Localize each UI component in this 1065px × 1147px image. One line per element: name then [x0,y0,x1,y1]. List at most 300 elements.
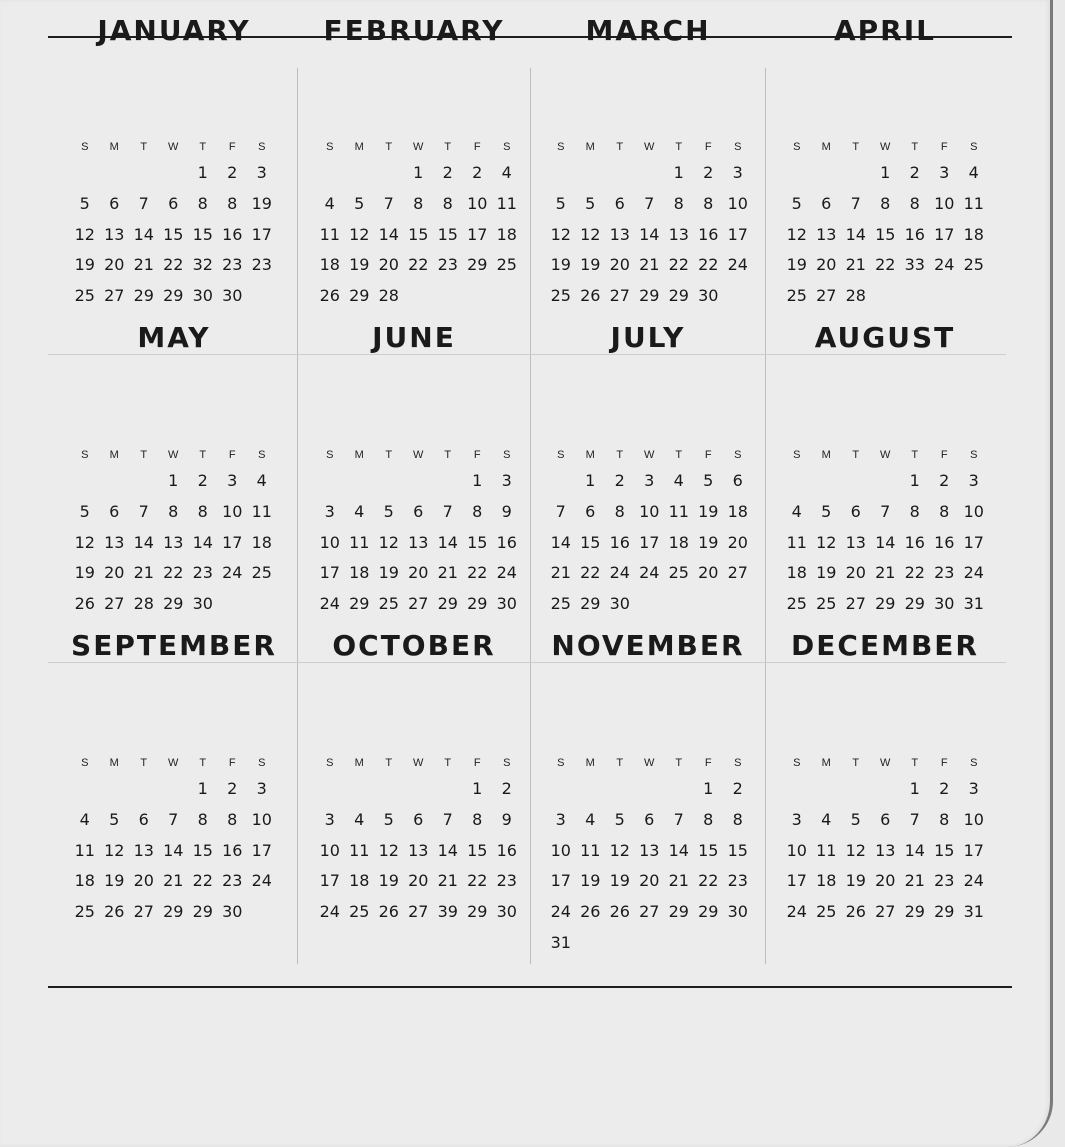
day-cell: 14 [639,224,660,244]
day-cell: 2 [939,779,950,798]
day-cell: 19 [251,193,272,213]
day-cell: 1 [197,779,208,798]
month-grid [546,444,753,620]
weekday-label: W [168,757,179,769]
weekday-label: M [585,757,595,769]
day-cell: 1 [472,471,483,490]
weekday-label: T [616,449,624,461]
day-cell: 2 [501,779,512,798]
weekday-label: M [821,449,831,461]
day-cell: 7 [850,193,861,213]
day-cell [635,158,665,189]
day-cell: 25 [496,255,517,275]
day-cell: 4 [354,501,365,521]
day-cell: 3 [968,779,979,798]
weekday-label: T [444,757,452,769]
day-cell: 15 [467,840,488,860]
day-cell [374,158,404,189]
day-cell: 18 [251,532,272,552]
day-cell: 29 [467,594,488,614]
day-cell: 24 [963,563,984,583]
weekday-label: M [585,449,595,461]
day-cell: 6 [644,809,655,829]
day-cell: 25 [786,286,807,306]
day-cell: 13 [408,840,429,860]
day-cell: 3 [791,809,802,829]
day-cell: 26 [609,902,630,922]
day-cell: 21 [875,563,896,583]
weekday-label: M [354,757,364,769]
column-divider [530,68,531,964]
day-cell: 13 [609,224,630,244]
day-cell: 7 [555,501,566,521]
day-cell: 23 [437,255,458,275]
day-cell: 10 [319,840,340,860]
day-cell: 27 [408,594,429,614]
day-cell: 11 [786,532,807,552]
day-cell: 3 [968,471,979,490]
day-cell: 8 [939,809,950,829]
day-cell: 29 [904,902,925,922]
month-grid [782,136,989,312]
day-cell [841,466,871,497]
day-cell [812,158,842,189]
weekday-label: T [675,449,683,461]
day-cell: 17 [727,224,748,244]
day-cell: 29 [639,286,660,306]
day-cell [404,466,434,497]
day-cell: 17 [319,871,340,891]
day-cell: 18 [349,563,370,583]
day-cell: 10 [963,809,984,829]
day-cell: 30 [727,902,748,922]
day-cell: 6 [413,501,424,521]
day-cell: 7 [442,501,453,521]
day-cell: 25 [349,902,370,922]
day-cell: 39 [437,902,458,922]
day-cell [404,774,434,805]
day-cell: 1 [703,779,714,798]
day-cell: 24 [727,255,748,275]
day-cell: 7 [138,193,149,213]
weekday-label: F [940,757,948,769]
day-cell: 1 [413,163,424,182]
day-cell: 25 [550,594,571,614]
day-cell: 2 [472,163,483,182]
day-cell: 15 [408,224,429,244]
day-cell: 32 [192,255,213,275]
day-cell: 14 [163,840,184,860]
day-cell: 23 [222,871,243,891]
column-divider [297,68,298,964]
weekday-label: T [199,449,207,461]
day-cell: 27 [609,286,630,306]
day-cell: 12 [104,840,125,860]
day-cell: 27 [639,902,660,922]
day-cell: 30 [496,902,517,922]
weekday-label: S [557,141,565,153]
day-cell: 22 [467,563,488,583]
day-cell: 4 [256,471,267,490]
weekday-label: W [644,757,655,769]
day-cell: 19 [609,871,630,891]
day-cell: 2 [227,779,238,798]
column-divider [765,68,766,964]
day-cell: 3 [256,779,267,798]
day-cell: 1 [197,163,208,182]
day-cell: 20 [609,255,630,275]
month-title: OCTOBER [332,629,496,662]
day-cell: 29 [668,902,689,922]
weekday-label: W [880,449,891,461]
weekday-label: T [852,449,860,461]
day-cell: 5 [109,809,120,829]
day-cell: 25 [378,594,399,614]
day-cell [247,897,277,928]
day-cell: 8 [197,193,208,213]
day-cell: 18 [496,224,517,244]
day-cell [576,158,606,189]
day-cell: 5 [791,193,802,213]
day-cell: 12 [580,224,601,244]
weekday-label: S [970,757,978,769]
weekday-label: T [140,449,148,461]
day-cell: 24 [319,594,340,614]
day-cell: 13 [668,224,689,244]
day-cell: 8 [939,501,950,521]
day-cell: 6 [413,809,424,829]
day-cell [782,774,812,805]
day-cell: 2 [703,163,714,182]
day-cell: 29 [904,594,925,614]
day-cell: 1 [673,163,684,182]
day-cell: 14 [668,840,689,860]
day-cell: 1 [168,471,179,490]
weekday-label: M [109,449,119,461]
month-title: AUGUST [814,321,956,354]
day-cell: 21 [845,255,866,275]
day-cell: 22 [698,871,719,891]
day-cell: 12 [349,224,370,244]
day-cell: 7 [880,501,891,521]
month-4 [59,307,289,613]
day-cell: 22 [668,255,689,275]
weekday-label: M [109,757,119,769]
day-cell: 17 [786,871,807,891]
month-title: NOVEMBER [551,629,745,662]
day-cell: 5 [354,193,365,213]
weekday-label: M [354,141,364,153]
day-cell [841,774,871,805]
day-cell: 29 [934,902,955,922]
day-cell: 29 [437,594,458,614]
weekday-label: S [793,141,801,153]
day-cell: 30 [609,594,630,614]
day-cell: 1 [909,779,920,798]
day-cell [345,158,375,189]
day-cell: 24 [639,563,660,583]
day-cell: 19 [550,255,571,275]
day-cell: 11 [251,501,272,521]
day-cell: 10 [319,532,340,552]
weekday-label: W [880,141,891,153]
day-cell: 19 [74,563,95,583]
month-grid [70,444,277,620]
day-cell: 7 [168,809,179,829]
weekday-label: T [385,757,393,769]
day-cell: 13 [104,224,125,244]
day-cell: 31 [963,594,984,614]
weekday-label: S [503,449,511,461]
day-cell: 25 [74,286,95,306]
day-cell [100,158,130,189]
day-cell: 18 [816,871,837,891]
weekday-label: S [81,449,89,461]
day-cell [664,774,694,805]
day-cell: 23 [496,871,517,891]
day-cell: 8 [227,809,238,829]
month-title: MAY [137,321,211,354]
day-cell: 27 [845,594,866,614]
weekday-label: S [970,449,978,461]
weekday-label: F [228,141,236,153]
weekday-label: T [911,141,919,153]
weekday-label: T [911,757,919,769]
day-cell: 15 [727,840,748,860]
day-cell: 17 [251,224,272,244]
weekday-label: S [557,757,565,769]
day-cell: 8 [880,193,891,213]
day-cell [605,774,635,805]
day-cell: 20 [639,871,660,891]
day-cell: 29 [192,902,213,922]
day-cell [129,158,159,189]
day-cell: 6 [109,193,120,213]
day-cell: 3 [644,471,655,490]
day-cell: 11 [963,193,984,213]
day-cell: 19 [786,255,807,275]
weekday-label: W [644,449,655,461]
weekday-label: S [734,449,742,461]
day-cell: 8 [472,501,483,521]
day-cell: 17 [963,840,984,860]
weekday-label: T [385,449,393,461]
day-cell: 5 [850,809,861,829]
month-title: JANUARY [97,14,251,47]
day-cell: 6 [168,193,179,213]
day-cell: 20 [698,563,719,583]
day-cell: 15 [437,224,458,244]
day-cell: 29 [698,902,719,922]
day-cell: 10 [934,193,955,213]
day-cell: 24 [319,902,340,922]
day-cell: 2 [909,163,920,182]
day-cell: 21 [668,871,689,891]
day-cell: 8 [673,193,684,213]
day-cell: 17 [963,532,984,552]
day-cell: 24 [934,255,955,275]
weekday-label: T [852,141,860,153]
month-title: SEPTEMBER [71,629,277,662]
day-cell: 19 [698,501,719,521]
day-cell: 29 [163,594,184,614]
month-8 [59,615,289,921]
day-cell: 4 [354,809,365,829]
weekday-label: S [793,757,801,769]
day-cell: 6 [880,809,891,829]
day-cell: 12 [816,532,837,552]
weekday-label: T [385,141,393,153]
day-cell: 29 [467,255,488,275]
day-cell [315,158,345,189]
day-cell: 14 [550,532,571,552]
day-cell: 3 [732,163,743,182]
day-cell: 18 [786,563,807,583]
weekday-label: S [970,141,978,153]
day-cell: 8 [413,193,424,213]
month-grid [315,444,522,620]
day-cell: 16 [222,840,243,860]
day-cell [100,466,130,497]
day-cell: 6 [585,501,596,521]
day-cell: 5 [79,501,90,521]
weekday-label: F [704,449,712,461]
day-cell: 8 [227,193,238,213]
day-cell: 27 [104,594,125,614]
day-cell: 22 [467,871,488,891]
day-cell: 16 [496,840,517,860]
day-cell [605,928,635,959]
weekday-label: T [444,141,452,153]
day-cell: 29 [163,902,184,922]
day-cell [315,774,345,805]
month-9 [299,615,529,921]
day-cell: 19 [580,255,601,275]
day-cell: 29 [467,902,488,922]
day-cell: 2 [197,471,208,490]
day-cell: 8 [703,193,714,213]
weekday-label: M [109,141,119,153]
day-cell: 21 [639,255,660,275]
day-cell: 17 [550,871,571,891]
day-cell [546,466,576,497]
weekday-label: T [444,449,452,461]
day-cell [374,466,404,497]
day-cell: 20 [408,563,429,583]
day-cell: 22 [408,255,429,275]
day-cell: 30 [222,902,243,922]
day-cell: 23 [934,871,955,891]
day-cell: 18 [319,255,340,275]
day-cell: 3 [939,163,950,182]
day-cell: 16 [496,532,517,552]
day-cell [345,774,375,805]
day-cell: 15 [163,224,184,244]
day-cell: 12 [378,532,399,552]
day-cell: 15 [934,840,955,860]
day-cell: 1 [880,163,891,182]
day-cell: 7 [138,501,149,521]
day-cell: 14 [133,532,154,552]
day-cell: 15 [192,224,213,244]
weekday-label: T [675,757,683,769]
day-cell: 2 [939,471,950,490]
day-cell [374,774,404,805]
day-cell: 15 [580,532,601,552]
weekday-label: F [228,449,236,461]
day-cell: 19 [349,255,370,275]
day-cell: 15 [698,840,719,860]
bottom-rule [48,986,1012,988]
day-cell [433,774,463,805]
day-cell: 13 [163,532,184,552]
day-cell: 10 [727,193,748,213]
day-cell: 13 [408,532,429,552]
day-cell: 30 [192,594,213,614]
weekday-label: S [258,141,266,153]
weekday-label: S [326,449,334,461]
day-cell [782,466,812,497]
day-cell [723,928,753,959]
day-cell: 17 [639,532,660,552]
month-title: FEBRUARY [323,14,505,47]
day-cell: 25 [251,563,272,583]
day-cell: 25 [816,902,837,922]
day-cell: 12 [845,840,866,860]
day-cell: 25 [963,255,984,275]
day-cell: 26 [319,286,340,306]
day-cell: 19 [845,871,866,891]
day-cell: 20 [816,255,837,275]
day-cell: 10 [963,501,984,521]
day-cell: 17 [319,563,340,583]
day-cell: 5 [585,193,596,213]
day-cell: 18 [727,501,748,521]
weekday-label: W [413,141,424,153]
day-cell: 23 [192,563,213,583]
day-cell [70,774,100,805]
day-cell: 27 [104,286,125,306]
day-cell: 30 [222,286,243,306]
day-cell: 11 [580,840,601,860]
day-cell: 27 [133,902,154,922]
day-cell: 24 [251,871,272,891]
day-cell: 27 [875,902,896,922]
day-cell: 10 [550,840,571,860]
day-cell: 24 [963,871,984,891]
day-cell: 23 [251,255,272,275]
month-grid [315,136,522,312]
day-cell: 2 [227,163,238,182]
day-cell: 3 [227,471,238,490]
weekday-label: W [168,141,179,153]
day-cell: 16 [904,532,925,552]
weekday-label: S [326,141,334,153]
day-cell: 21 [133,255,154,275]
day-cell: 8 [732,809,743,829]
day-cell: 18 [74,871,95,891]
day-cell: 21 [904,871,925,891]
weekday-label: S [734,757,742,769]
weekday-label: S [734,141,742,153]
day-cell: 14 [875,532,896,552]
day-cell: 5 [383,809,394,829]
day-cell: 10 [251,809,272,829]
day-cell: 20 [104,563,125,583]
day-cell: 29 [349,286,370,306]
weekday-label: F [228,757,236,769]
month-grid [546,136,753,312]
